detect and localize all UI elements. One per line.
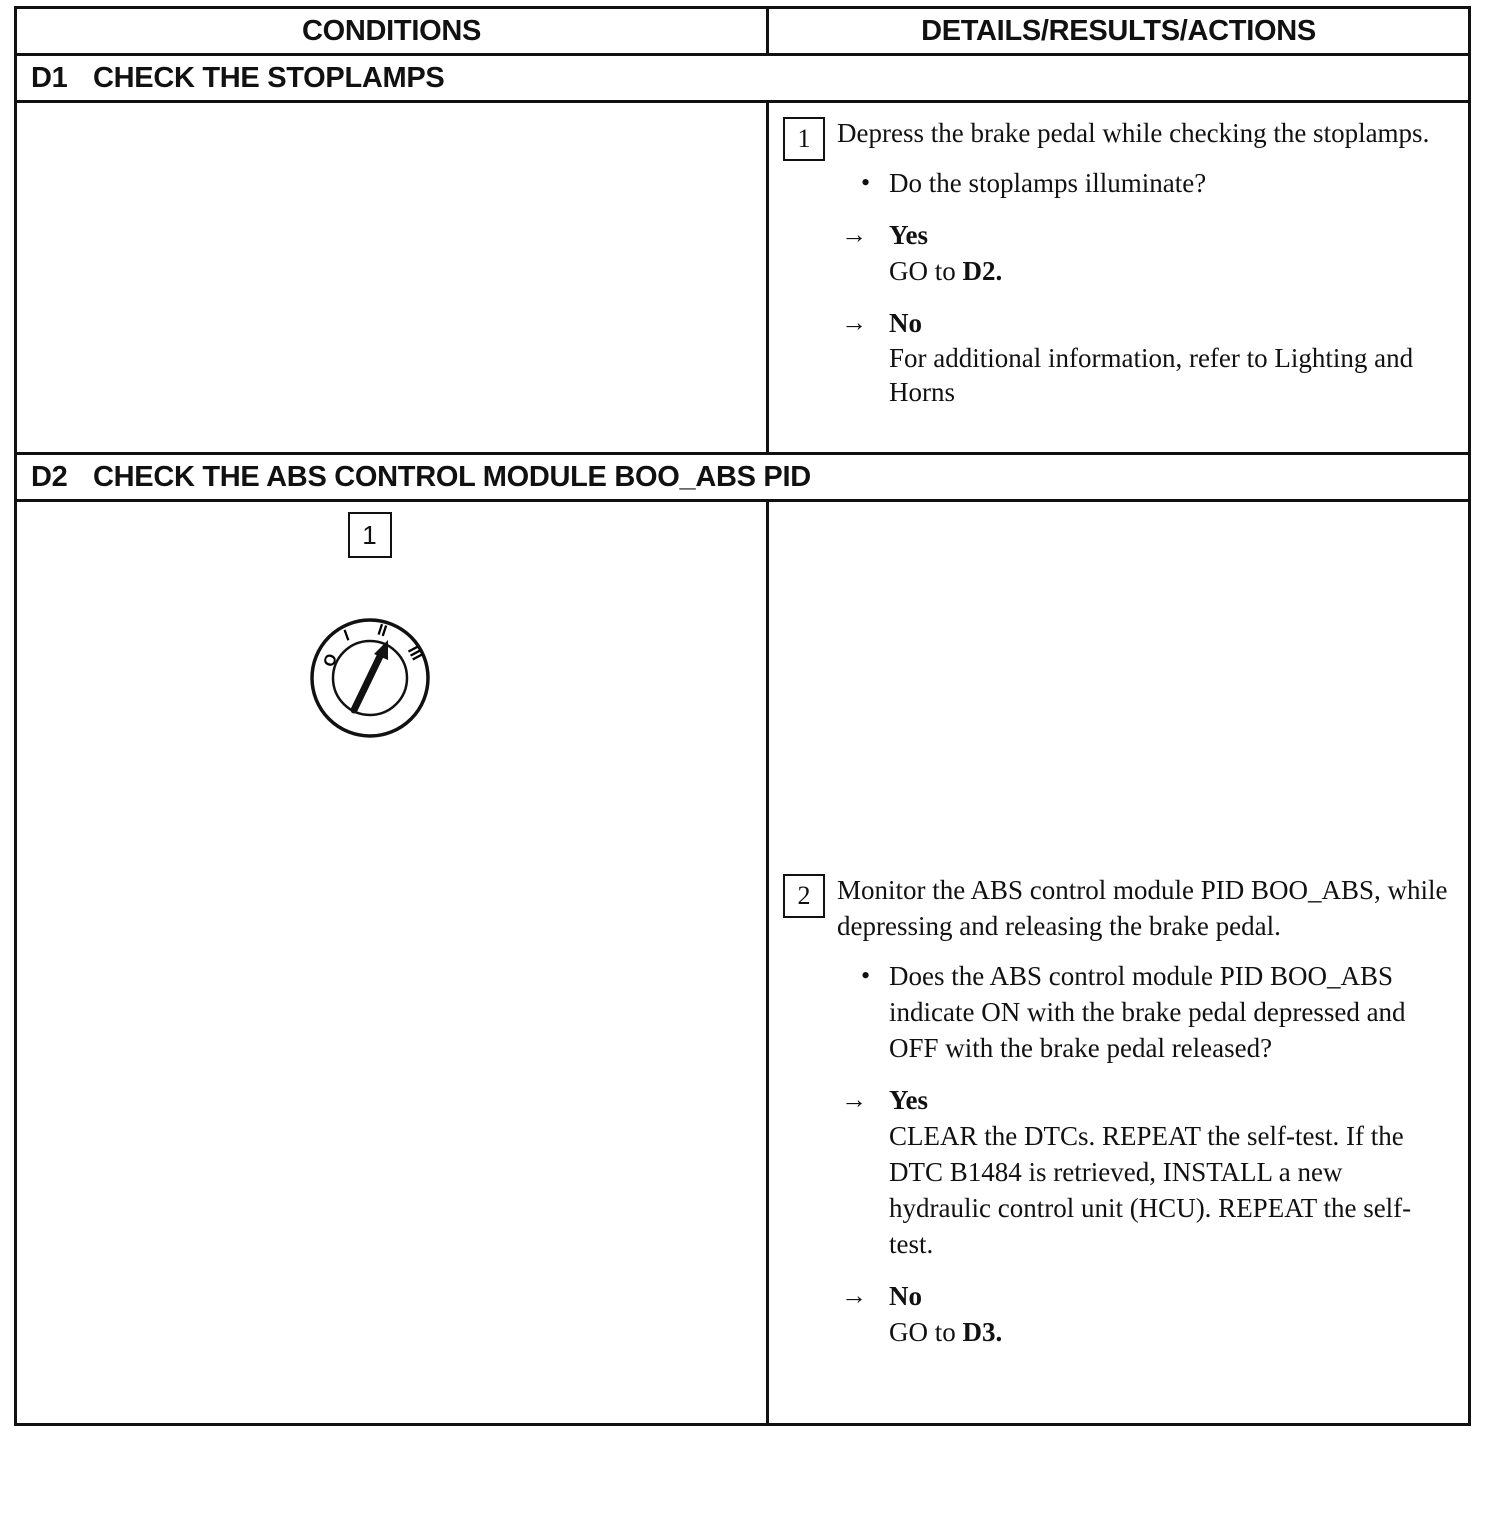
step-d1-title-row [16, 55, 1470, 102]
result-no [837, 1278, 1448, 1350]
no-text: For additional information, refer to Lighting and Horns [889, 343, 1414, 407]
question-text: Does the ABS control module PID BOO_ABS indicate ON with the brake pedal depressed and OFF with the brake pedal released? [889, 961, 1406, 1063]
diagnostic-table [14, 6, 1471, 1426]
action-item [775, 115, 1448, 151]
question-item [837, 165, 1448, 201]
step-d2-title-row [16, 454, 1470, 501]
step-d1-title [16, 55, 1470, 102]
step-d1-body-row [16, 102, 1470, 454]
ignition-switch-figure [17, 616, 766, 745]
conditions-header: CONDITIONS [16, 8, 768, 55]
yes-text: GO to D2. [889, 256, 1003, 286]
step-id: D2 [31, 460, 68, 493]
step-d1-details [768, 102, 1470, 454]
ignition-switch-icon [308, 616, 432, 740]
step-id: D1 [31, 61, 68, 94]
arrow-right-icon: → [841, 1085, 867, 1114]
result-no [837, 305, 1448, 409]
bullet-icon: • [861, 168, 871, 197]
action-item [775, 872, 1448, 944]
step-d2-title [16, 454, 1470, 501]
arrow-right-icon: → [841, 220, 867, 249]
step-d2-conditions [16, 501, 768, 1425]
yes-text: CLEAR the DTCs. REPEAT the self-test. If the DTC B1484 is retrieved, INSTALL a new hydraulic control unit (HCU). REPEAT the self-test. [889, 1121, 1412, 1259]
details-header: DETAILS/RESULTS/ACTIONS [768, 8, 1470, 55]
question-item [837, 958, 1448, 1066]
action-number-box: 1 [783, 117, 825, 161]
no-label: No [889, 308, 922, 338]
yes-label: Yes [889, 1085, 928, 1115]
svg-text:O: O [320, 651, 341, 670]
no-text: GO to D3. [889, 1317, 1003, 1347]
arrow-right-icon: → [841, 308, 867, 337]
step-reference: D2. [962, 256, 1003, 286]
action-number-box: 2 [783, 874, 825, 918]
action-text: Monitor the ABS control module PID BOO_ABS, while depressing and releasing the brake pedal. [837, 875, 1448, 941]
bullet-icon: • [861, 961, 871, 990]
step-d2-details [768, 501, 1470, 1425]
arrow-right-icon: → [841, 1281, 867, 1310]
header-row [16, 8, 1470, 55]
result-yes [837, 1082, 1448, 1262]
step-d1-conditions [16, 102, 768, 454]
result-yes [837, 217, 1448, 289]
condition-number-box: 1 [348, 512, 392, 558]
no-label: No [889, 1281, 922, 1311]
svg-text:I: I [341, 627, 352, 645]
step-title-text: CHECK THE ABS CONTROL MODULE BOO_ABS PID [93, 460, 811, 493]
yes-label: Yes [889, 220, 928, 250]
step-d2-body-row [16, 501, 1470, 1425]
svg-text:III: III [403, 643, 425, 664]
step-title-text: CHECK THE STOPLAMPS [93, 61, 445, 94]
question-text: Do the stoplamps illuminate? [889, 168, 1207, 198]
svg-text:II: II [374, 621, 389, 641]
action-text: Depress the brake pedal while checking the stoplamps. [837, 118, 1430, 148]
step-reference: D3. [962, 1317, 1003, 1347]
